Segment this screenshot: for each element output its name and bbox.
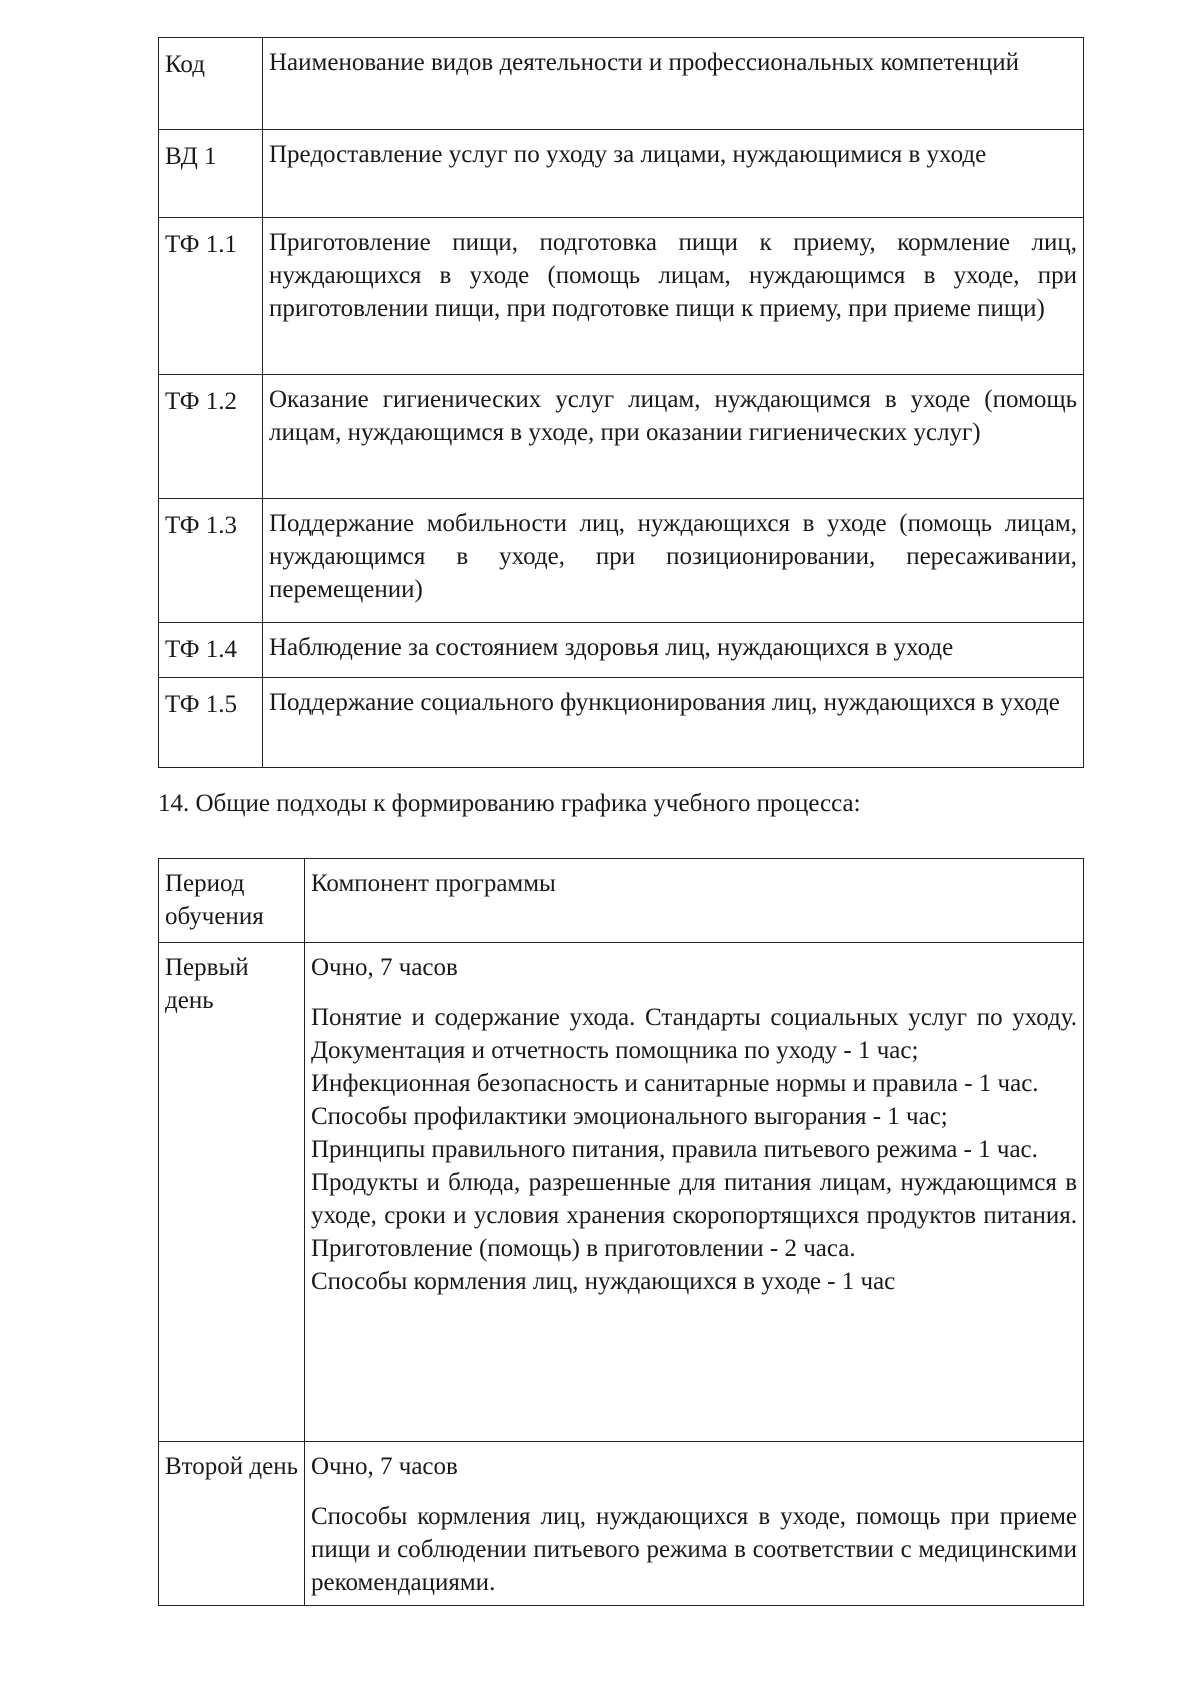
topic-item: Способы кормления лиц, нуждающихся в уходе, помощь при приеме пищи и соблюдении питьевого режима в соответствии с медицинскими рекомендациями. <box>311 1503 1077 1596</box>
row-name: Приготовление пищи, подготовка пищи к приему, кормление лиц, нуждающихся в уходе (помощь лицам, нуждающимся в уходе, при приготовлении пищи, при подготовке пищи к приему, при приеме пищи) <box>263 218 1084 375</box>
table-row <box>159 130 1084 218</box>
row-name: Оказание гигиенических услуг лицам, нуждающимся в уходе (помощь лицам, нуждающимся в уходе, при оказании гигиенических услуг) <box>263 375 1084 499</box>
row-period: Второй день <box>159 1442 305 1606</box>
row-component <box>305 943 1084 1442</box>
study-mode: Очно, 7 часов <box>311 1453 458 1480</box>
topic-item: Способы профилактики эмоционального выгорания - 1 час; <box>311 1103 948 1130</box>
table-row <box>159 623 1084 678</box>
topic-item: Продукты и блюда, разрешенные для питания лицам, нуждающимся в уходе, сроки и условия хранения скоропортящихся продуктов питания. Приготовление (помощь) в приготовлении - 2 часа. <box>311 1169 1077 1262</box>
header-name: Наименование видов деятельности и профессиональных компетенций <box>263 38 1084 130</box>
row-code: ТФ 1.4 <box>159 623 263 678</box>
section-heading: 14. Общие подходы к формированию графика учебного процесса: <box>158 790 861 817</box>
topic-item: Понятие и содержание ухода. Стандарты социальных услуг по уходу. Документация и отчетность помощника по уходу - 1 час; <box>311 1004 1077 1064</box>
row-name: Поддержание мобильности лиц, нуждающихся в уходе (помощь лицам, нуждающимся в уходе, при позиционировании, пересаживании, перемещении) <box>263 499 1084 623</box>
topic-item: Способы кормления лиц, нуждающихся в уходе - 1 час <box>311 1268 896 1295</box>
row-code: ТФ 1.2 <box>159 375 263 499</box>
row-code: ТФ 1.5 <box>159 678 263 768</box>
row-name: Поддержание социального функционирования лиц, нуждающихся в уходе <box>263 678 1084 768</box>
row-code: ТФ 1.3 <box>159 499 263 623</box>
table-row <box>159 943 1084 1442</box>
table-row <box>159 678 1084 768</box>
table-row <box>159 218 1084 375</box>
row-code: ВД 1 <box>159 130 263 218</box>
topic-item: Принципы правильного питания, правила питьевого режима - 1 час. <box>311 1136 1038 1163</box>
header-code: Код <box>159 38 263 130</box>
row-code: ТФ 1.1 <box>159 218 263 375</box>
header-component: Компонент программы <box>305 859 1084 943</box>
table-header-row <box>159 859 1084 943</box>
row-name: Предоставление услуг по уходу за лицами, нуждающимися в уходе <box>263 130 1084 218</box>
row-component <box>305 1442 1084 1606</box>
study-mode: Очно, 7 часов <box>311 954 458 981</box>
row-period: Первый день <box>159 943 305 1442</box>
topic-item: Инфекционная безопасность и санитарные нормы и правила - 1 час. <box>311 1070 1039 1097</box>
table-row <box>159 499 1084 623</box>
competencies-table <box>158 37 1084 768</box>
header-period: Период обучения <box>159 859 305 943</box>
table-row <box>159 375 1084 499</box>
row-name: Наблюдение за состоянием здоровья лиц, нуждающихся в уходе <box>263 623 1084 678</box>
schedule-table <box>158 858 1084 1606</box>
table-header-row <box>159 38 1084 130</box>
table-row <box>159 1442 1084 1606</box>
